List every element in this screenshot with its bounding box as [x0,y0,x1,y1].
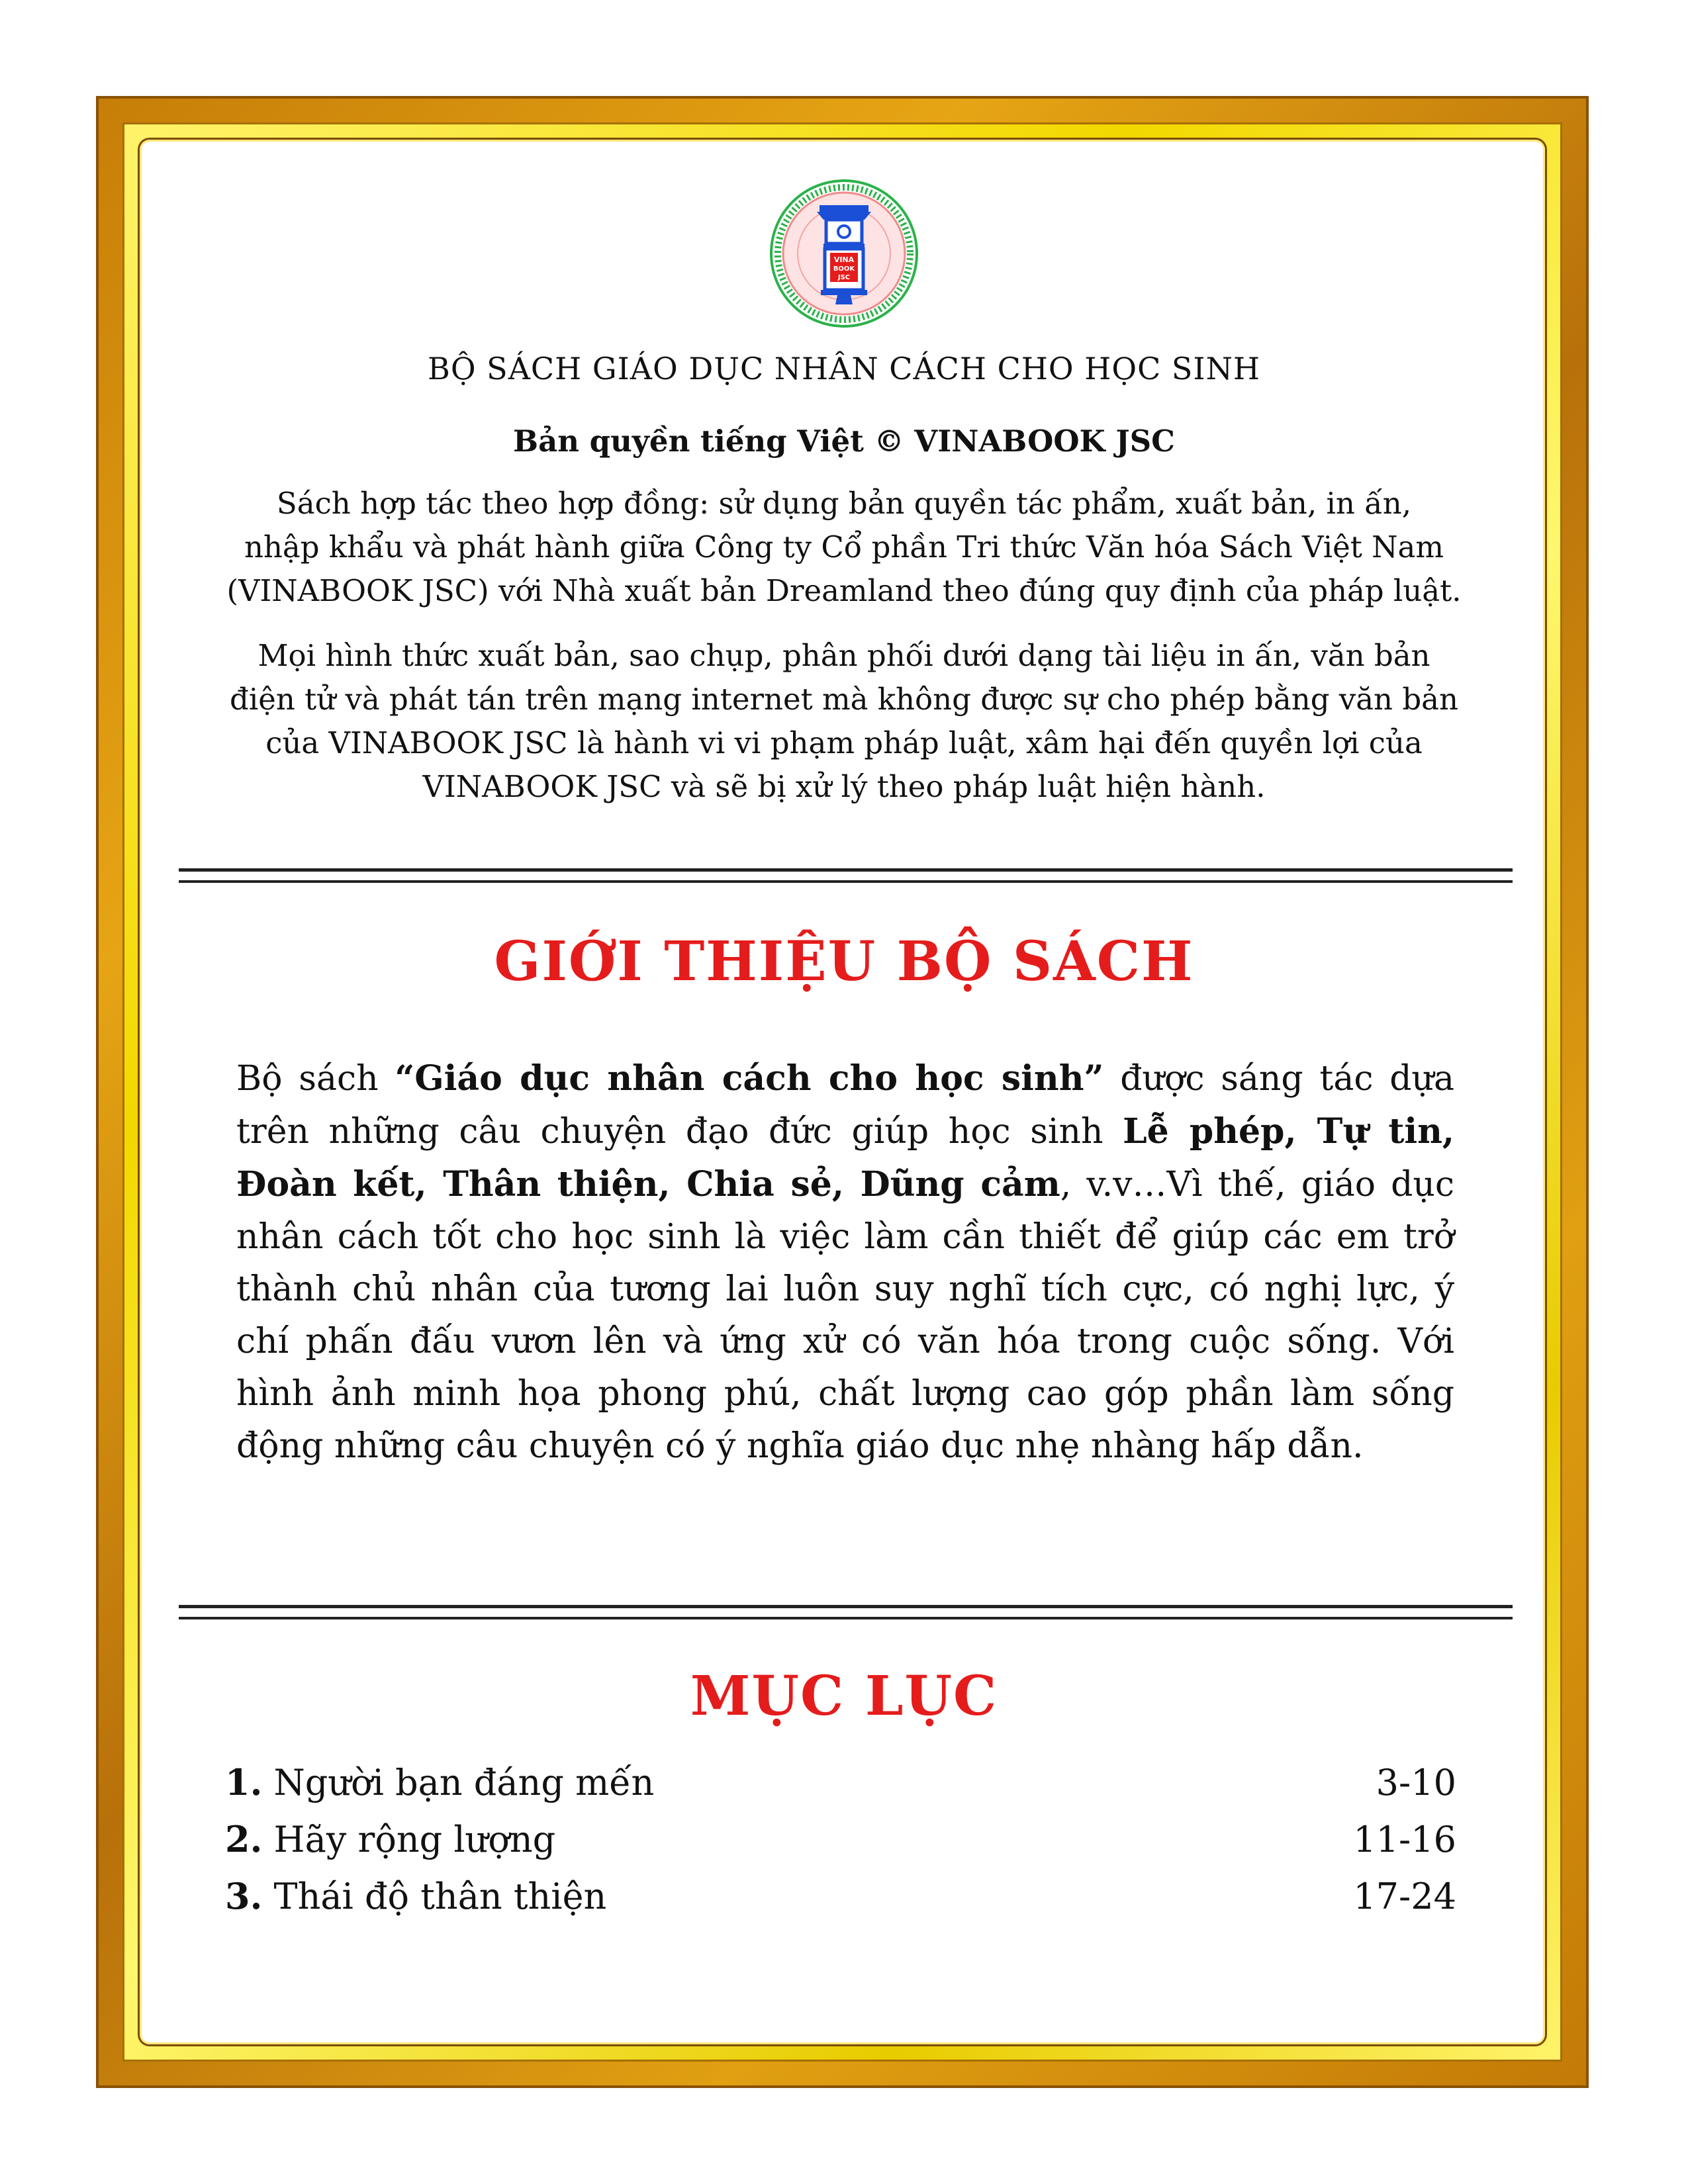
cooperation-line: (VINABOOK JSC) với Nhà xuất bản Dreamland theo đúng quy định của pháp luật. [226,573,1462,608]
toc-item-number: 3. [225,1875,263,1917]
divider [179,880,1513,883]
intro-text: Bộ sách [236,1059,395,1099]
warning-paragraph [185,634,1503,809]
vinabook-seal-icon [768,177,920,330]
warning-line: của VINABOOK JSC là hành vi vi phạm pháp luật, xâm hại đến quyền lợi của [265,725,1423,760]
toc-item [225,1754,1456,1811]
warning-line: điện tử và phát tán trên mạng internet mà không được sự cho phép bằng văn bản [230,682,1458,717]
toc-item [225,1868,1456,1925]
seal-text-2: BOOK [833,265,855,273]
intro-series-name: “Giáo dục nhân cách cho học sinh” [395,1058,1104,1099]
divider [179,1617,1513,1619]
copyright-notice: Bản quyền tiếng Việt © VINABOOK JSC [513,424,1175,459]
cooperation-paragraph [185,482,1503,613]
intro-text: được sáng tác dựa trên những câu chuyện đạo đức giúp học sinh [236,1059,1454,1152]
series-title: BỘ SÁCH GIÁO DỤC NHÂN CÁCH CHO HỌC SINH [428,351,1260,387]
toc-heading: MỤC LỤC [690,1664,998,1728]
seal-text-1: VINA [833,255,855,264]
toc-item-pages: 17-24 [1353,1875,1456,1917]
toc-item-pages: 3-10 [1376,1761,1456,1803]
toc-item-number: 2. [225,1818,263,1860]
toc-item-label: Thái độ thân thiện [273,1876,607,1917]
intro-heading: GIỚI THIỆU BỘ SÁCH [494,930,1194,993]
warning-line: Mọi hình thức xuất bản, sao chụp, phân phối dưới dạng tài liệu in ấn, văn bản [258,638,1430,673]
warning-line: VINABOOK JSC và sẽ bị xử lý theo pháp luật hiện hành. [422,769,1266,804]
toc-item-number: 1. [225,1761,263,1803]
toc-item [225,1811,1456,1868]
cooperation-line: Sách hợp tác theo hợp đồng: sử dụng bản quyền tác phẩm, xuất bản, in ấn, [276,486,1412,521]
table-of-contents [225,1754,1456,1925]
toc-item-label: Người bạn đáng mến [273,1762,655,1803]
intro-paragraph [236,1052,1454,1473]
seal-text-3: JSC [837,274,851,281]
intro-virtues: Lễ phép, Tự tin, Đoàn kết, Thân thiện, Chia sẻ, Dũng cảm [236,1111,1455,1205]
toc-item-pages: 11-16 [1353,1818,1456,1860]
toc-item-label: Hãy rộng lượng [273,1819,556,1860]
divider [179,1605,1513,1608]
cooperation-line: nhập khẩu và phát hành giữa Công ty Cổ phần Tri thức Văn hóa Sách Việt Nam [244,529,1444,565]
divider [179,868,1513,872]
intro-text: , v.v…Vì thế, giáo dục nhân cách tốt cho học sinh là việc làm cần thiết để giúp các em trở thành chủ nhân của tương lai luôn suy nghĩ tích cực, có nghị lực, ý chí phấn đấu vươn lên và ứng xử có văn hóa trong cuộc sống. Với hình ảnh minh họa phong phú, chất lượng cao góp phần làm sống động những câu chuyện có ý nghĩa giáo dục nhẹ nhàng hấp dẫn. [236,1165,1455,1466]
